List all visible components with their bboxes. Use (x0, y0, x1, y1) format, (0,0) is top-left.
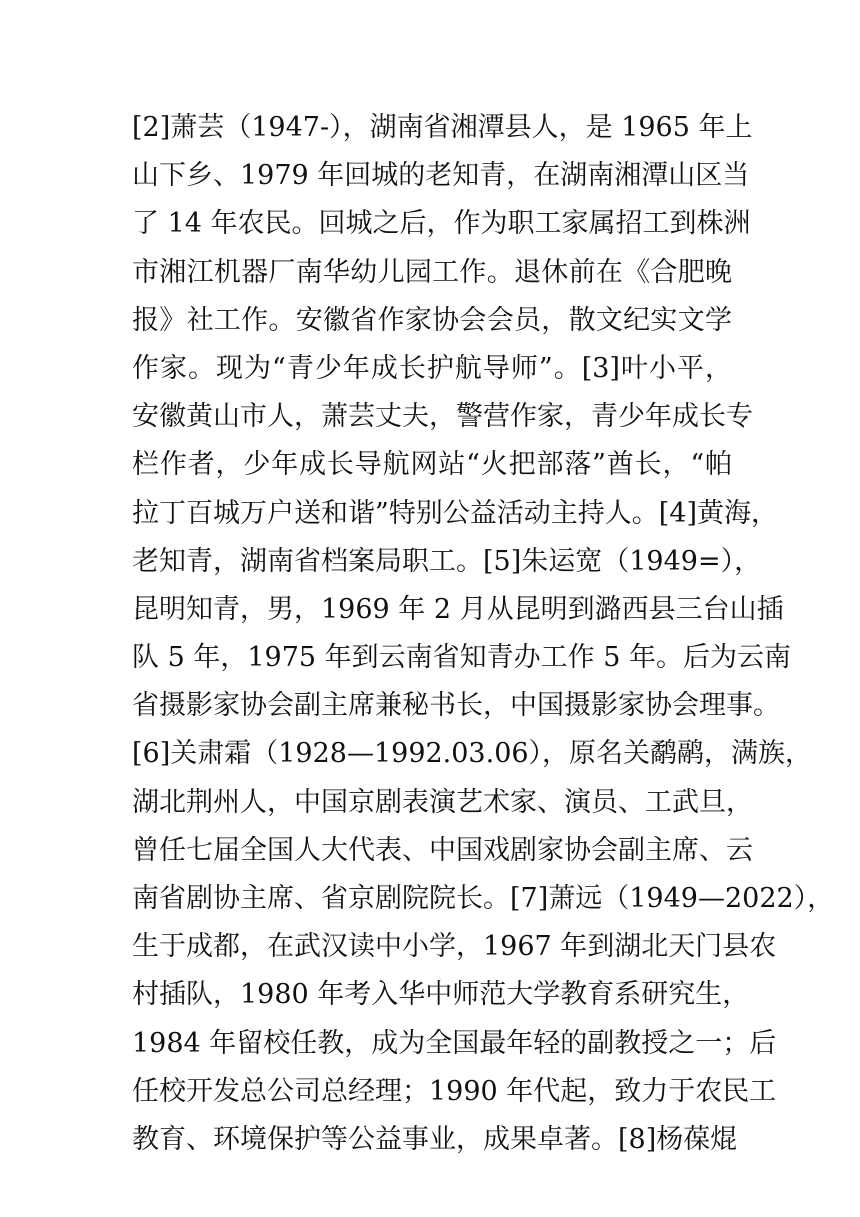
text-line: 了 14 年农民。回城之后，作为职工家属招工到株洲 (132, 208, 751, 240)
text-line: 1984 年留校任教，成为全国最年轻的副教授之一；后 (132, 1027, 777, 1059)
text-line: 生于成都，在武汉读中小学，1967 年到湖北天门县农 (132, 931, 777, 963)
text-line: 老知青，湖南省档案局职工。[5]朱运宽（1949=）， (132, 545, 762, 577)
text-line: 山下乡、1979 年回城的老知青，在湖南湘潭山区当 (132, 160, 750, 192)
text-line: 村插队，1980 年考入华中师范大学教育系研究生， (132, 979, 750, 1011)
text-line: 拉丁百城万户送和谐”特别公益活动主持人。[4]黄海， (132, 497, 779, 529)
text-line: 南省剧协主席、省京剧院院长。[7]萧远（1949—2022）， (132, 883, 835, 914)
text-line: 昆明知青，男，1969 年 2 月从昆明到潞西县三台山插 (132, 593, 784, 625)
text-line: 安徽黄山市人，萧芸丈夫，警营作家，青少年成长专 (132, 401, 753, 433)
text-line: 湖北荆州人，中国京剧表演艺术家、演员、工武旦， (132, 786, 753, 818)
text-line: 作家。现为“青少年成长护航导师”。[3]叶小平， (132, 352, 732, 384)
text-line: 任校开发总公司总经理；1990 年代起，致力于农民工 (132, 1075, 777, 1107)
text-line: 栏作者，少年成长导航网站“火把部落”酋长，“帕 (132, 449, 732, 481)
text-line: [2]萧芸（1947-），湖南省湘潭县人，是 1965 年上 (132, 112, 753, 143)
text-line: 省摄影家协会副主席兼秘书长，中国摄影家协会理事。 (132, 690, 780, 722)
text-line: 市湘江机器厂南华幼儿园工作。退休前在《合肥晚 (132, 256, 732, 288)
footnote-text (132, 104, 835, 1164)
text-line: 队 5 年，1975 年到云南省知青办工作 5 年。后为云南 (132, 642, 791, 674)
text-line: [6]关肃霜（1928—1992.03.06），原名关鹬鹝，满族， (132, 738, 813, 770)
text-line: 教育、环境保护等公益事业，成果卓著。[8]杨葆焜 (132, 1123, 738, 1155)
text-line: 报》社工作。安徽省作家协会会员，散文纪实文学 (132, 304, 732, 336)
text-line: 曾任七届全国人大代表、中国戏剧家协会副主席、云 (132, 834, 753, 866)
